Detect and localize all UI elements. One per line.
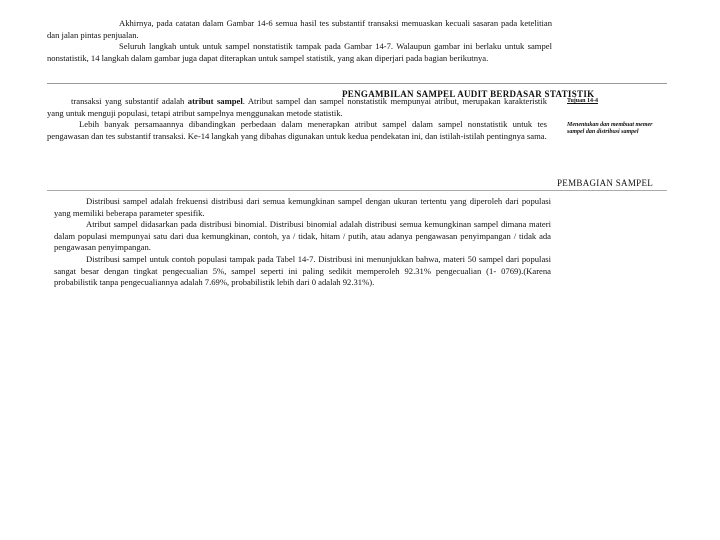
main-paragraph-1: [47, 96, 547, 119]
section-divider: [47, 83, 667, 84]
intro-paragraph-1: Akhirnya, pada catatan dalam Gambar 14-6 semua hasil tes substantif transaksi memuaskan kecuali sasaran pada ketelitian dan jalan pintas penjualan.: [47, 18, 552, 40]
section2-paragraph-1: Distribusi sampel adalah frekuensi distribusi dari semua kemungkinan sampel dengan ukuran tertentu yang diperoleh dari populasi yang memiliki beberapa parameter spesifik.: [54, 196, 551, 218]
section2-paragraph-2: Atribut sampel didasarkan pada distribusi binomial. Distribusi binomial adalah distribusi semua kemungkinan sampel dimana materi dalam populasi mempunyai satu dari dua kemungkinan, contoh, ya / tidak, hitam / putih, atau adanya pengawasan penyimpangan / tidak ada pengawasan penyimpangan.: [54, 219, 551, 253]
objective-label: Tujuan 14-4: [567, 98, 598, 104]
main-paragraph-1-end: . Atribut sampel dan sampel nonstatistik mempunyai atribut, merupakan karakteristik yang untuk menguji populasi, tetapi atribut sampelnya menggunakan metode statistik.: [47, 96, 547, 118]
intro-paragraph-2: Seluruh langkah untuk untuk sampel nonstatistik tampak pada Gambar 14-7. Walaupun gambar ini berlaku untuk sampel nonstatistik, 14 langkah dalam gambar juga dapat diterapkan untuk sampel statistik, yang akan diperjari pada bagian berikutnya.: [47, 41, 552, 63]
margin-note: [567, 98, 662, 137]
main-section: [47, 96, 547, 142]
main-paragraph-2: Lebih banyak persamaannya dibandingkan perbedaan dalam menerapkan atribut sampel dalam sampel nonstatistik untuk tes pengawasan dan tes substantif transaksi. Ke-14 langkah yang dibahas digunakan untuk kedua pendekatan ini, dan istilah-istilah pentingnya sama.: [47, 119, 547, 141]
section-heading-statistical-sampling: PENGAMBILAN SAMPEL AUDIT BERDASAR STATISTIK: [342, 89, 595, 99]
sampling-distribution-section: [54, 196, 551, 289]
term-attribute-sampling: atribut sampel: [187, 96, 243, 106]
objective-text: Menentukan dan membuat memer sampel dan distribusi sampel: [567, 121, 653, 135]
section-divider-2: [47, 190, 667, 191]
intro-section: [47, 18, 552, 64]
main-paragraph-1-start: transaksi yang substantif adalah: [71, 96, 188, 106]
section2-paragraph-3: Distribusi sampel untuk contoh populasi tampak pada Tabel 14-7. Distribusi ini menunjukkan bahwa, materi 50 sampel dari populasi sangat besar dengan tingkat pengecualian 5%, sampel seperti ini paling sedikit memperoleh 92.31% pengecualian (1- 0769).(Karena probabilistik tanpa pengecualiannya adalah 7.69%, probabilistik lebih dari 0 adalah 92.31%).: [54, 253, 551, 288]
section-heading-sampling-distribution: PEMBAGIAN SAMPEL: [557, 178, 654, 188]
